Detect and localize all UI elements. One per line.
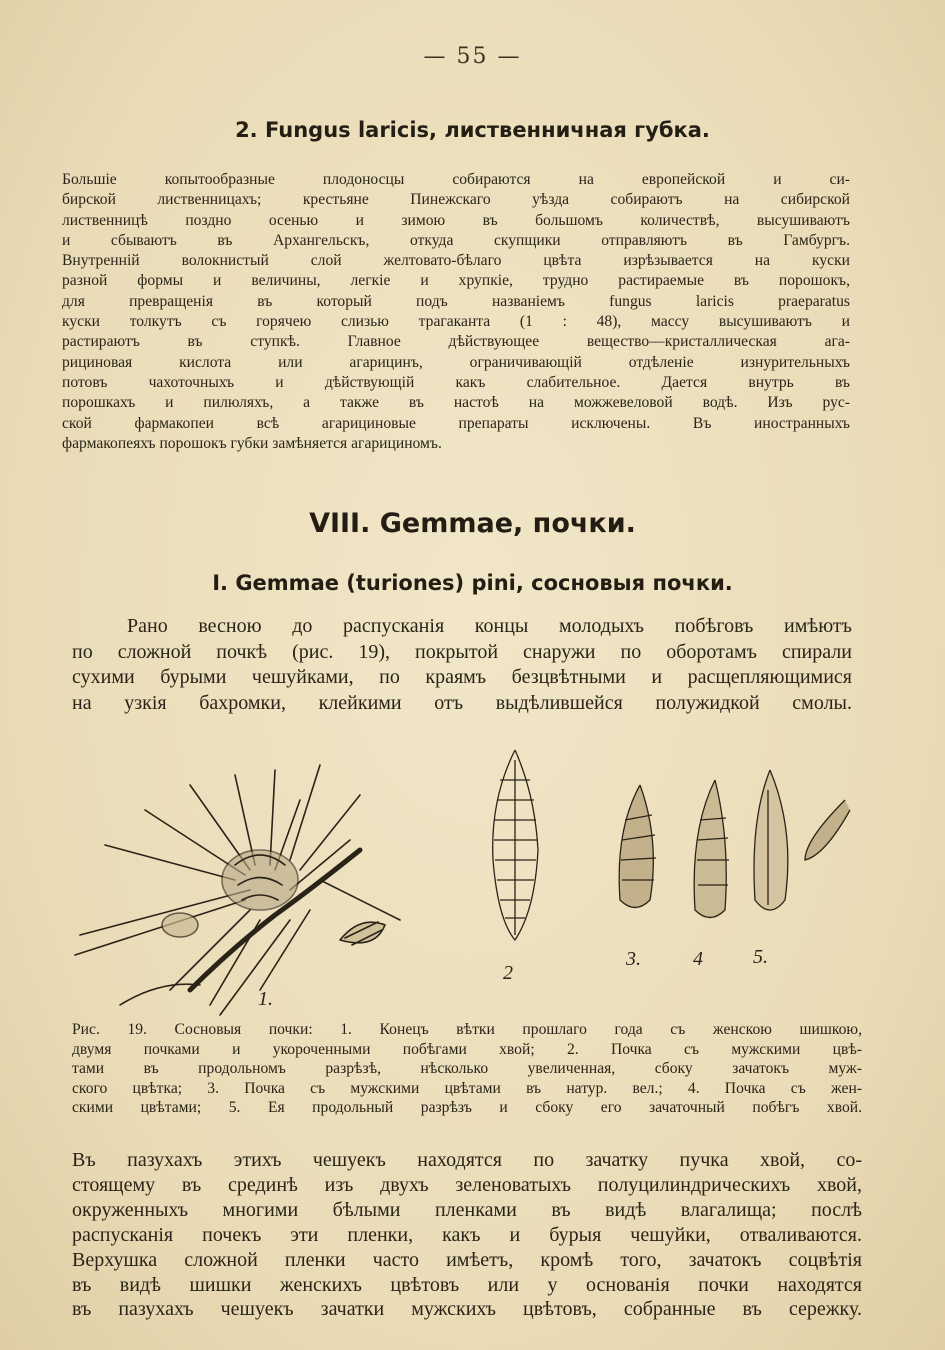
text-line: бирской лиственницахъ; крестьяне Пинежскаго уѣзда собираютъ на сибирской bbox=[62, 191, 850, 209]
text-line: для превращенія въ который подъ названіемъ fungus laricis praeparatus bbox=[62, 292, 850, 310]
text-line: и сбываютъ въ Архангельскъ, откуда скупщики отправляютъ въ Гамбургъ. bbox=[62, 231, 850, 249]
text-line: разной формы и величины, легкіе и хрупкіе, трудно растираемые въ порошокъ, bbox=[62, 272, 850, 290]
figure-pine-buds bbox=[60, 740, 890, 1020]
text-line: Въ пазухахъ этихъ чешуекъ находятся по зачатку пучка хвой, со- bbox=[72, 1149, 862, 1171]
figure-label-4: 4 bbox=[693, 948, 703, 970]
paragraph-gemmae bbox=[72, 614, 852, 716]
text-line: въ видѣ шишки женскихъ цвѣтовъ или у основанія почки находятся bbox=[72, 1273, 862, 1296]
caption-line: ского цвѣтка; 3. Почка съ мужскими цвѣтами въ натур. вел.; 4. Почка съ жен- bbox=[72, 1079, 862, 1097]
text-line: Верхушка сложной пленки часто имѣетъ, кромѣ того, зачатокъ соцвѣтія bbox=[72, 1248, 862, 1271]
subsection-title: I. Gemmae (turiones) pini, сосновыя почки. bbox=[212, 571, 733, 595]
text-line: стоящему въ срединѣ изъ двухъ зеленоватыхъ полуцилиндрическихъ хвой, bbox=[72, 1173, 862, 1196]
text-line: сухими бурыми чешуйками, по краямъ безцвѣтными и расщепляющимися bbox=[72, 666, 852, 689]
figure-caption bbox=[72, 1020, 862, 1118]
bud-male-flowers-drawing bbox=[619, 785, 656, 908]
text-line: рициновая кислота или агарицинъ, ограничивающій отдѣленіе изнурительныхъ bbox=[62, 353, 850, 371]
figure-label-1: 1. bbox=[258, 988, 273, 1010]
figure-label-2: 2 bbox=[503, 962, 513, 984]
chapter-title: VIII. Gemmae, почки. bbox=[309, 508, 636, 539]
text-line: на узкія бахромки, клейкими отъ выдѣлившейся полужидкой смолы. bbox=[72, 691, 852, 714]
bud-female-flowers-drawing bbox=[694, 780, 729, 918]
text-line: въ пазухахъ чешуекъ зачатки мужскихъ цвѣтовъ, собранные въ сережку. bbox=[72, 1298, 862, 1321]
text-line: по сложной почкѣ (рис. 19), покрытой снаружи по оборотамъ спирали bbox=[72, 640, 852, 663]
bud-section-side-shoot-drawing bbox=[754, 770, 850, 910]
text-line: распусканія почекъ эти пленки, какъ и бурыя чешуйки, отваливаются. bbox=[72, 1223, 862, 1246]
text-line: Большіе копытообразные плодоносцы собираются на европейской и си- bbox=[62, 171, 850, 188]
text-line: Рано весною до распусканія концы молодыхъ побѣговъ имѣютъ bbox=[127, 615, 852, 637]
caption-line: Рис. 19. Сосновыя почки: 1. Конецъ вѣтки прошлаго года съ женскою шишкою, bbox=[72, 1021, 862, 1038]
caption-line: скими цвѣтами; 5. Ея продольный разрѣзъ и сбоку его зачаточный побѣгъ хвой. bbox=[72, 1099, 862, 1117]
caption-line: двумя почками и укороченными побѣгами хвой; 2. Почка съ мужскими цвѣ- bbox=[72, 1040, 862, 1058]
text-line: ской фармакопеи всѣ агарициновые препараты исключены. Въ иностранныхъ bbox=[62, 414, 850, 432]
text-line: растираютъ въ ступкѣ. Главное дѣйствующее вещество—кристаллическая ага- bbox=[62, 333, 850, 351]
paragraph-fungus bbox=[62, 170, 850, 454]
section-2-title: 2. Fungus laricis, лиственничная губка. bbox=[235, 118, 710, 142]
bud-longitudinal-section-drawing bbox=[493, 750, 538, 940]
text-line: фармакопеяхъ порошокъ губки замѣняется агарициномъ. bbox=[62, 434, 442, 452]
text-line: порошкахъ и пилюляхъ, а также въ настоѣ на можжевеловой водѣ. Изъ рус- bbox=[62, 394, 850, 412]
text-line: куски толкутъ съ горячею слизью трагаканта (1 : 48), массу высушиваютъ и bbox=[62, 313, 850, 331]
pine-buds-illustration bbox=[60, 740, 890, 1020]
branch-drawing bbox=[75, 765, 400, 1015]
text-line: Внутренній волокнистый слой желтовато-бѣлаго цвѣта изрѣзывается на куски bbox=[62, 252, 850, 270]
page-number: — 55 — bbox=[423, 44, 522, 69]
text-line: лиственницѣ поздно осенью и зимою въ большомъ количествѣ, высушиваютъ bbox=[62, 211, 850, 229]
paragraph-bottom bbox=[72, 1148, 862, 1322]
figure-label-3: 3. bbox=[626, 948, 641, 970]
figure-label-5: 5. bbox=[753, 946, 768, 968]
text-line: окруженныхъ многими бѣлыми пленками въ видѣ влагалища; послѣ bbox=[72, 1198, 862, 1221]
text-line: потовъ чахоточныхъ и дѣйствующій какъ слабительное. Дается внутрь въ bbox=[62, 373, 850, 391]
caption-line: тами въ продольномъ разрѣзѣ, нѣсколько увеличенная, сбоку зачатокъ муж- bbox=[72, 1060, 862, 1078]
